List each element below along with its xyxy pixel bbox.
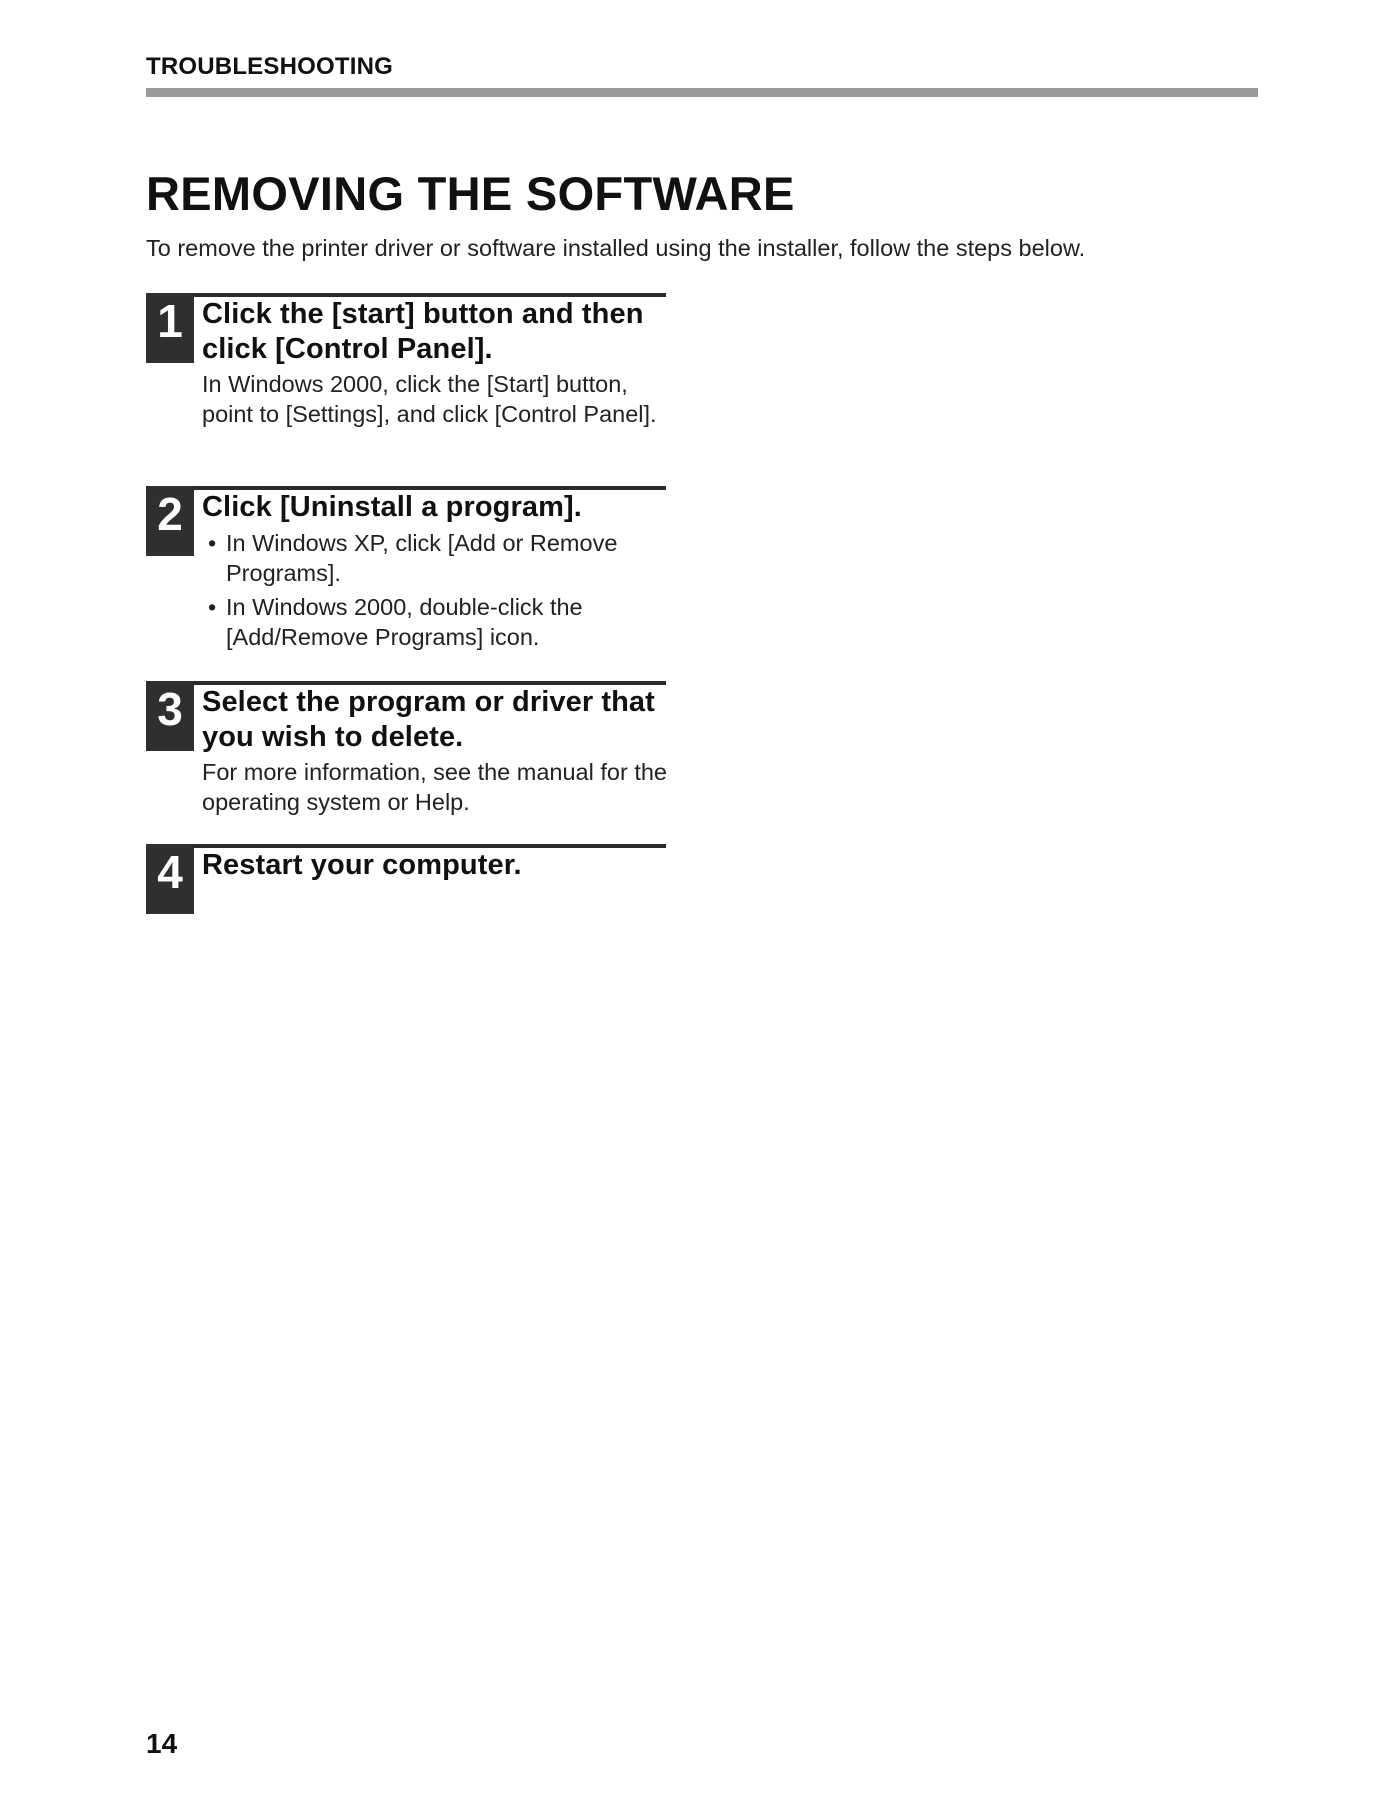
step-content <box>202 490 672 656</box>
step-content <box>202 297 672 429</box>
bullet-text: In Windows 2000, double-click the [Add/Remove Programs] icon. <box>226 594 583 650</box>
bullet-icon: • <box>208 594 217 620</box>
bullet-text: In Windows XP, click [Add or Remove Programs]. <box>226 530 618 586</box>
page-title: REMOVING THE SOFTWARE <box>146 167 795 220</box>
step-number-badge: 2 <box>146 486 194 556</box>
section-label: TROUBLESHOOTING <box>146 53 393 80</box>
step-content <box>202 848 672 883</box>
intro-text: To remove the printer driver or software installed using the installer, follow the steps below. <box>146 235 1086 261</box>
step-body: In Windows 2000, click the [Start] button, point to [Settings], and click [Control Panel]. <box>202 371 657 427</box>
bullet-item <box>202 592 672 652</box>
step-number-badge: 4 <box>146 844 194 914</box>
step-heading: Click the [start] button and then click [Control Panel]. <box>202 298 644 365</box>
step-body: For more information, see the manual for the operating system or Help. <box>202 759 667 815</box>
step-number-badge: 3 <box>146 681 194 751</box>
step-heading: Restart your computer. <box>202 849 522 881</box>
step-heading: Select the program or driver that you wish to delete. <box>202 686 655 753</box>
page-number: 14 <box>146 1728 178 1759</box>
step-heading: Click [Uninstall a program]. <box>202 491 582 523</box>
step-bullet-list <box>202 528 672 652</box>
step-number-badge: 1 <box>146 293 194 363</box>
step-content <box>202 685 672 817</box>
header-rule <box>146 88 1258 97</box>
bullet-item <box>202 528 672 588</box>
bullet-icon: • <box>208 530 217 556</box>
